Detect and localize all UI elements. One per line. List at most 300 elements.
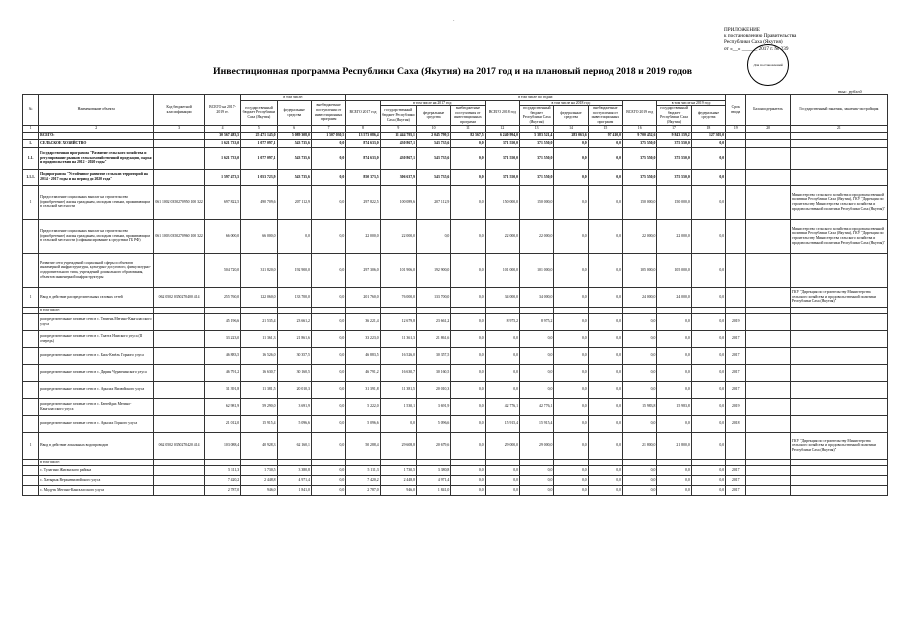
row-term xyxy=(726,432,746,459)
row-value: 0,0 xyxy=(554,169,588,185)
row-value: 0,0 xyxy=(451,253,485,287)
row-number xyxy=(23,415,39,432)
row-value: 101 906,0 xyxy=(380,253,416,287)
col-customer: Государственный заказчик, заказчик-застройщик xyxy=(790,95,887,126)
row-value: 0,0 xyxy=(451,219,485,253)
row-term xyxy=(726,132,746,139)
row-value: 0,0 xyxy=(588,432,622,459)
unit-label: тыс. рублей xyxy=(838,89,862,94)
row-value: 22 000,0 xyxy=(520,219,554,253)
col-fed-2018: федеральные средства xyxy=(554,106,588,125)
row-value: 5 089 308,0 xyxy=(277,132,311,139)
row-value: 16 630,7 xyxy=(241,364,277,381)
table-row xyxy=(23,313,888,330)
row-code xyxy=(154,364,205,381)
row-value: 2 787,0 xyxy=(346,485,380,495)
row-term: 2018 xyxy=(726,415,746,432)
row-value: 0,0 xyxy=(657,330,691,347)
row-number: 1 xyxy=(23,432,39,459)
row-value: 0,0 xyxy=(311,415,345,432)
col-in-total: в том числе: xyxy=(241,95,346,101)
row-value: 0,0 xyxy=(588,347,622,364)
row-value: 0,0 xyxy=(520,364,554,381)
row-value: 0,0 xyxy=(520,330,554,347)
row-value: 201 760,0 xyxy=(346,287,380,307)
row-value: 0,0 xyxy=(623,415,657,432)
row-value: 0,0 xyxy=(311,253,345,287)
row-value: 5 096,6 xyxy=(346,415,380,432)
row-value: 33 223,0 xyxy=(204,330,240,347)
row-value: 543 735,6 xyxy=(277,147,311,169)
row-value: 46 883,5 xyxy=(346,347,380,364)
row-value: 150 000,0 xyxy=(485,185,519,219)
row-value: 0,0 xyxy=(691,364,725,381)
row-code xyxy=(154,381,205,398)
row-value: 133 700,0 xyxy=(277,287,311,307)
col-total-2019: ВСЕГО 2019 год xyxy=(623,100,657,125)
row-value: 0,0 xyxy=(588,169,622,185)
row-number xyxy=(23,364,39,381)
row-value: 543 735,6 xyxy=(277,139,311,147)
row-term xyxy=(726,169,746,185)
col-total-2018: ВСЕГО 2018 год xyxy=(485,100,519,125)
row-value: 59 290,0 xyxy=(241,398,277,415)
row-customer xyxy=(790,465,887,475)
row-name: распределительные газовые сети в с. Бютейдях Мегино-Кангаласского улуса xyxy=(39,398,154,415)
row-number xyxy=(23,253,39,287)
row-value: 0,0 xyxy=(554,465,588,475)
row-value: 24 000,0 xyxy=(623,287,657,307)
row-value: 62 160,1 xyxy=(277,432,311,459)
row-value: 0,0 xyxy=(554,330,588,347)
row-customer xyxy=(790,169,887,185)
col-rep-2019: государственный бюджет Республики Саха (Якутия) xyxy=(657,106,691,125)
row-number: 1.1. xyxy=(23,147,39,169)
row-number xyxy=(23,132,39,139)
row-term: 2017 xyxy=(726,475,746,485)
row-name: распределительные газовые сети в с. Арылах Вилюйского улуса xyxy=(39,381,154,398)
row-term: 2017 xyxy=(726,347,746,364)
column-index: 8 xyxy=(346,125,380,132)
row-value: 16 526,0 xyxy=(380,347,416,364)
row-value: 0,0 xyxy=(691,415,725,432)
row-code xyxy=(154,147,205,169)
row-customer xyxy=(790,364,887,381)
row-name: Государственная программа "Развитие сельского хозяйства и регулирование рынков сельскохозяйственной продукции, сырья и продовольствия на 2012 - 2020 годы" xyxy=(39,147,154,169)
row-customer xyxy=(790,347,887,364)
row-value: 5 111,3 xyxy=(204,465,240,475)
row-value: 16 526,0 xyxy=(241,347,277,364)
approval-line: от «__» ______ 2017 г. № 239 xyxy=(724,45,789,52)
row-holder xyxy=(746,139,790,147)
row-value: 0,0 xyxy=(451,169,485,185)
row-value: 371 550,0 xyxy=(520,169,554,185)
row-value: 31 391,8 xyxy=(204,381,240,398)
row-value: 0,0 xyxy=(691,253,725,287)
col-fed: федеральные средства xyxy=(277,100,311,125)
row-customer xyxy=(790,475,887,485)
row-value: 850 373,5 xyxy=(346,169,380,185)
row-value: 375 550,0 xyxy=(623,147,657,169)
table-row xyxy=(23,185,888,219)
row-value: 21 861,6 xyxy=(277,330,311,347)
row-customer: Министерство сельского хозяйства и продовольственной политики Республики Саха (Якутия), ГКУ "Дирекция по строительству Министерства сельского хозяйства и продовольственной политики Республики Саха (Якутия)" xyxy=(790,219,887,253)
row-value: 1 077 097,1 xyxy=(241,139,277,147)
page-mark: · xyxy=(453,19,455,24)
row-value: 0,0 xyxy=(623,381,657,398)
row-value: 1 730,5 xyxy=(241,465,277,475)
row-value: 371 550,0 xyxy=(520,139,554,147)
row-number: 1 xyxy=(23,185,39,219)
row-holder xyxy=(746,185,790,219)
row-value: 11 381,5 xyxy=(380,381,416,398)
row-value: 0,0 xyxy=(554,219,588,253)
row-customer xyxy=(790,139,887,147)
row-code xyxy=(154,415,205,432)
row-value: 42 776,1 xyxy=(520,398,554,415)
table-row xyxy=(23,381,888,398)
row-value: 0,0 xyxy=(554,364,588,381)
row-value: 0,0 xyxy=(691,169,725,185)
row-code xyxy=(154,330,205,347)
row-value: 0,0 xyxy=(554,432,588,459)
row-term xyxy=(726,147,746,169)
column-index: 15 xyxy=(588,125,622,132)
row-name: с. Хатырык Верхневилюйского улуса xyxy=(39,475,154,485)
row-value: 0,0 xyxy=(588,330,622,347)
row-term: 2017 xyxy=(726,485,746,495)
row-value: 0,0 xyxy=(520,381,554,398)
row-value: 36 221,4 xyxy=(346,313,380,330)
row-value: 490 709,6 xyxy=(241,185,277,219)
row-name: Ввод в действие распределительных газовых сетей xyxy=(39,287,154,307)
row-value: 0,0 xyxy=(588,415,622,432)
table-row xyxy=(23,485,888,495)
row-value: 0,0 xyxy=(554,485,588,495)
row-value: 105 000,0 xyxy=(623,253,657,287)
column-index: 21 xyxy=(790,125,887,132)
row-value: 0,0 xyxy=(657,415,691,432)
row-value: 0,0 xyxy=(311,475,345,485)
row-value: 207 112,9 xyxy=(416,185,450,219)
row-value: 1 530,1 xyxy=(380,398,416,415)
row-code xyxy=(154,169,205,185)
row-number: 1.1.1. xyxy=(23,169,39,185)
row-value: 40 928,3 xyxy=(241,432,277,459)
row-value: 0,0 xyxy=(691,185,725,219)
table-row xyxy=(23,287,888,307)
row-value: 46 883,5 xyxy=(204,347,240,364)
row-value: 0,0 xyxy=(451,381,485,398)
approval-line: к постановлению Правительства xyxy=(724,33,797,40)
column-index: 5 xyxy=(241,125,277,132)
row-value: 8 975,2 xyxy=(485,313,519,330)
row-value: 46 791,2 xyxy=(204,364,240,381)
row-value: 0,0 xyxy=(623,347,657,364)
row-value: 2 787,0 xyxy=(204,485,240,495)
row-number xyxy=(23,465,39,475)
row-value: 0,0 xyxy=(520,485,554,495)
row-value: 0,0 xyxy=(657,347,691,364)
row-value: 2 448,8 xyxy=(241,475,277,485)
row-holder xyxy=(746,364,790,381)
col-ext-2018: внебюджетные поступления от инвестиционных программ xyxy=(588,106,622,125)
row-value: 0,0 xyxy=(311,347,345,364)
col-rep: государственный бюджет Республики Саха (Якутия) xyxy=(241,100,277,125)
row-customer xyxy=(790,381,887,398)
row-value: 5 096,6 xyxy=(416,415,450,432)
row-customer xyxy=(790,398,887,415)
table-row xyxy=(23,364,888,381)
row-term: 2019 xyxy=(726,398,746,415)
row-value: 22 000,0 xyxy=(380,219,416,253)
row-customer: ГКУ "Дирекция по строительству Министерства сельского хозяйства и продовольственной политики Республики Саха (Якутия)" xyxy=(790,432,887,459)
col-ext: внебюджетные поступления от инвестиционных программ xyxy=(311,100,345,125)
row-name: Развитие сети учреждений социальной сферы и объектов инженерной инфраструктуры, культурно-досугового, физкультурно-оздоровительного типа, учреждений дошкольного образования, объектов инженерной инфраструктуры xyxy=(39,253,154,287)
row-holder xyxy=(746,330,790,347)
row-customer xyxy=(790,415,887,432)
row-value: 2 448,8 xyxy=(380,475,416,485)
row-value: 20 010,3 xyxy=(277,381,311,398)
row-value: 0,0 xyxy=(451,485,485,495)
column-index: 14 xyxy=(554,125,588,132)
row-value: 543 735,6 xyxy=(416,147,450,169)
row-name: в том числе: xyxy=(39,307,154,313)
row-value: 0,0 xyxy=(554,398,588,415)
row-value: 192 900,0 xyxy=(416,253,450,287)
row-value: 375 550,0 xyxy=(623,169,657,185)
row-value: 22 000,0 xyxy=(657,219,691,253)
row-value: 0,0 xyxy=(623,364,657,381)
row-value: 21 800,0 xyxy=(657,432,691,459)
row-value: 9 700 452,6 xyxy=(623,132,657,139)
row-value: 0,0 xyxy=(554,253,588,287)
row-value: 0,0 xyxy=(554,313,588,330)
row-holder xyxy=(746,313,790,330)
row-value: 8 975,2 xyxy=(520,313,554,330)
row-value: 0,0 xyxy=(691,347,725,364)
row-value: 543 735,6 xyxy=(416,169,450,185)
row-value: 0,0 xyxy=(311,219,345,253)
row-value: 874 633,0 xyxy=(346,139,380,147)
table-row xyxy=(23,475,888,485)
row-value: 283 063,6 xyxy=(554,132,588,139)
row-holder xyxy=(746,465,790,475)
col-total: ВСЕГО на 2017-2019 гг. xyxy=(204,95,240,126)
row-value: 0,0 xyxy=(691,381,725,398)
row-value: 375 550,0 xyxy=(657,169,691,185)
col-num: № xyxy=(23,95,39,126)
row-value: 82 567,5 xyxy=(451,132,485,139)
row-value: 430 867,1 xyxy=(380,147,416,169)
row-value: 5 096,6 xyxy=(277,415,311,432)
row-value: 0,0 xyxy=(451,330,485,347)
row-value: 874 633,0 xyxy=(346,147,380,169)
row-name: с. Модутк Мегино-Кангаласского улуса xyxy=(39,485,154,495)
row-value: 0,0 xyxy=(554,415,588,432)
row-value: 0,0 xyxy=(588,219,622,253)
row-value: 0,0 xyxy=(451,147,485,169)
row-value: 0,0 xyxy=(554,147,588,169)
row-value: 29 000,0 xyxy=(485,432,519,459)
row-value: 0,0 xyxy=(451,185,485,219)
col-total-2017: ВСЕГО 2017 год xyxy=(346,100,380,125)
column-index: 10 xyxy=(416,125,450,132)
row-value: 15 915,4 xyxy=(485,415,519,432)
row-value: 0,0 xyxy=(691,139,725,147)
row-name: распределительные газовые сети в с. Таатта Намского улуса (II очередь) xyxy=(39,330,154,347)
row-value: 1 507 030,5 xyxy=(311,132,345,139)
row-number xyxy=(23,347,39,364)
row-value: 29 608,8 xyxy=(380,432,416,459)
row-value: 0,0 xyxy=(311,287,345,307)
row-number xyxy=(23,330,39,347)
row-value: 76 000,0 xyxy=(380,287,416,307)
row-value: 0,0 xyxy=(623,465,657,475)
row-value: 0,0 xyxy=(554,347,588,364)
row-value: 0,0 xyxy=(485,485,519,495)
row-value: 0,0 xyxy=(311,432,345,459)
row-value: 30 160,5 xyxy=(277,364,311,381)
col-2017: в том числе на 2017 год: xyxy=(380,100,485,106)
row-holder xyxy=(746,347,790,364)
row-value: 0,0 xyxy=(311,381,345,398)
col-name: Наименование объекта xyxy=(39,95,154,126)
row-name: Предоставление социальных выплат на строительство (приобретение) жилья гражданам, молодым семьям, проживающим в сельской местности xyxy=(39,185,154,219)
row-value: 306 637,9 xyxy=(380,169,416,185)
row-term: 2017 xyxy=(726,364,746,381)
column-index-row xyxy=(23,125,888,132)
row-code xyxy=(154,139,205,147)
row-value: 127 305,0 xyxy=(691,132,725,139)
row-value: 0,0 xyxy=(311,147,345,169)
row-holder xyxy=(746,485,790,495)
row-value: 30 357,5 xyxy=(277,347,311,364)
row-value: 34 000,0 xyxy=(520,287,554,307)
row-name: распределительные газовые сети в с. Тюмень Мегино-Кангаласского улуса xyxy=(39,313,154,330)
row-number xyxy=(23,475,39,485)
row-value: 46 791,2 xyxy=(346,364,380,381)
row-value: 11 444 795,1 xyxy=(380,132,416,139)
row-value: 5 222,0 xyxy=(346,398,380,415)
approval-line: Республики Саха (Якутия) xyxy=(724,39,783,46)
row-value: 0,0 xyxy=(657,364,691,381)
table-row xyxy=(23,253,888,287)
row-term xyxy=(726,253,746,287)
row-value: 122 060,0 xyxy=(241,287,277,307)
column-index: 17 xyxy=(657,125,691,132)
row-customer: Министерство сельского хозяйства и продовольственной политики Республики Саха (Якутия), ГКУ "Дирекция по строительству Министерства сельского хозяйства и продовольственной политики Республики Саха (Якутия)" xyxy=(790,185,887,219)
row-value: 375 550,0 xyxy=(623,139,657,147)
row-value: 1 077 097,1 xyxy=(241,147,277,169)
row-value: 0,0 xyxy=(554,139,588,147)
row-customer xyxy=(790,313,887,330)
row-code xyxy=(154,132,205,139)
row-value: 0,0 xyxy=(311,139,345,147)
row-value: 7 420,2 xyxy=(204,475,240,485)
row-value: 101 000,0 xyxy=(485,253,519,287)
row-value: 7 420,2 xyxy=(346,475,380,485)
row-value: 42 776,1 xyxy=(485,398,519,415)
row-value: 100 089,6 xyxy=(380,185,416,219)
row-value: 0,0 xyxy=(311,330,345,347)
column-index: 7 xyxy=(311,125,345,132)
row-value: 0,0 xyxy=(520,465,554,475)
table-row xyxy=(23,432,888,459)
approval-line: ПРИЛОЖЕНИЕ xyxy=(724,27,760,33)
investment-table xyxy=(22,94,888,496)
row-value: 0,0 xyxy=(554,287,588,307)
row-value: 0,0 xyxy=(554,185,588,219)
row-term xyxy=(726,185,746,219)
row-value: 4 971,4 xyxy=(277,475,311,485)
row-code xyxy=(154,313,205,330)
row-value: 97 410,0 xyxy=(588,132,622,139)
table-row xyxy=(23,330,888,347)
approval-block xyxy=(724,27,894,52)
row-term: 2017 xyxy=(726,330,746,347)
row-value: 16 630,7 xyxy=(380,364,416,381)
col-holder: Балансодержатель xyxy=(746,95,790,126)
row-value: 0,0 xyxy=(520,347,554,364)
row-name: распределительные газовые сети в с. Бясь-Кюёль Горного улуса xyxy=(39,347,154,364)
row-term xyxy=(726,287,746,307)
row-value: 543 735,6 xyxy=(416,139,450,147)
col-code: Код бюджетной классификации xyxy=(154,95,205,126)
row-value: 1 841,0 xyxy=(277,485,311,495)
row-code: 061 1002 0350270950 100 322 xyxy=(154,185,205,219)
row-holder xyxy=(746,287,790,307)
column-index: 16 xyxy=(623,125,657,132)
row-value: 543 735,6 xyxy=(277,169,311,185)
row-value: 3 380,8 xyxy=(277,465,311,475)
row-value: 0,0 xyxy=(451,475,485,485)
row-number xyxy=(23,219,39,253)
row-holder xyxy=(746,132,790,139)
column-index: 4 xyxy=(204,125,240,132)
row-value: 25 471 145,0 xyxy=(241,132,277,139)
row-number xyxy=(23,313,39,330)
row-value: 0,0 xyxy=(485,475,519,485)
row-value: 0,0 xyxy=(416,219,450,253)
row-value: 0,0 xyxy=(588,287,622,307)
row-holder xyxy=(746,147,790,169)
row-value: 21 861,6 xyxy=(416,330,450,347)
row-number: 1 xyxy=(23,287,39,307)
row-value: 1 841,0 xyxy=(416,485,450,495)
column-index: 3 xyxy=(154,125,205,132)
row-value: 0,0 xyxy=(451,415,485,432)
row-value: 192 900,0 xyxy=(277,253,311,287)
row-value: 1 730,5 xyxy=(380,465,416,475)
row-value: 0,0 xyxy=(485,347,519,364)
row-value: 66 000,0 xyxy=(241,219,277,253)
row-value: 15 915,4 xyxy=(241,415,277,432)
row-value: 9 843 159,2 xyxy=(657,132,691,139)
row-value: 23 661,2 xyxy=(416,313,450,330)
table-row xyxy=(23,347,888,364)
row-value: 24 000,0 xyxy=(657,287,691,307)
row-value: 697 822,5 xyxy=(204,185,240,219)
row-value: 103 088,4 xyxy=(204,432,240,459)
row-value: 2 045 799,5 xyxy=(416,132,450,139)
table-row xyxy=(23,415,888,432)
row-value: 0,0 xyxy=(485,465,519,475)
row-value: 29 000,0 xyxy=(520,432,554,459)
row-number xyxy=(23,485,39,495)
row-value: 0,0 xyxy=(657,475,691,485)
row-number xyxy=(23,398,39,415)
